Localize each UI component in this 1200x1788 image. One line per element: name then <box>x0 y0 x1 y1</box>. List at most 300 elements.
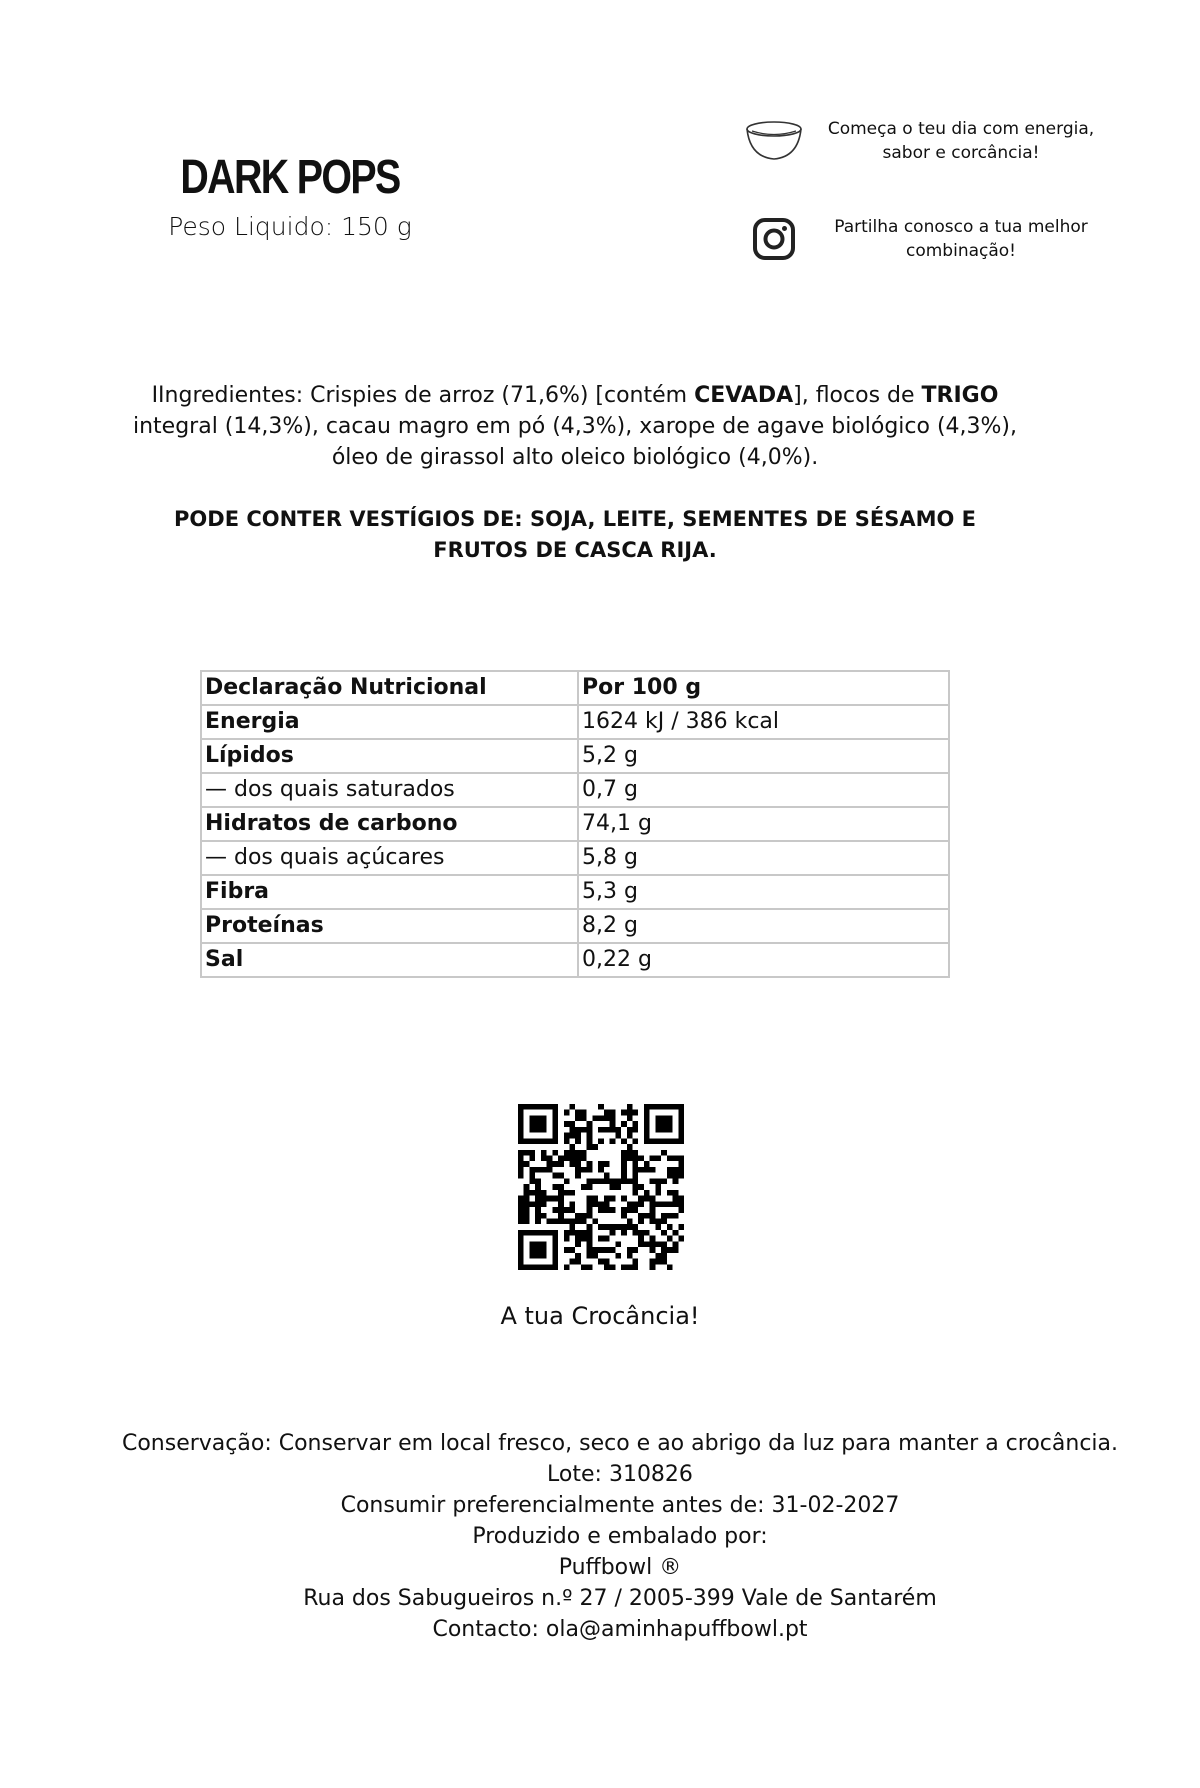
qr-module <box>604 1115 610 1121</box>
qr-module <box>678 1110 684 1116</box>
qr-module <box>529 1201 535 1207</box>
qr-module <box>650 1178 656 1184</box>
qr-module <box>604 1207 610 1213</box>
qr-module <box>564 1218 570 1224</box>
qr-module <box>661 1115 667 1121</box>
qr-module <box>592 1253 598 1259</box>
qr-module <box>518 1241 524 1247</box>
ingredients-text: IIngredientes: Crispies de arroz (71,6%) [contém CEVADA], flocos de TRIGO integral (14,3%), cacau magro em pó (4,3%), xarope de agave biológico (4,3%), óleo de girassol alto oleico biológico (4,0%). <box>132 383 1018 470</box>
qr-module <box>529 1127 535 1133</box>
lot-number: Lote: 310826 <box>547 1462 693 1487</box>
qr-module <box>604 1264 610 1270</box>
qr-module <box>667 1264 673 1270</box>
qr-module <box>610 1196 616 1202</box>
qr-module <box>673 1167 679 1173</box>
qr-module <box>529 1115 535 1121</box>
qr-module <box>535 1167 541 1173</box>
qr-module <box>535 1196 541 1202</box>
qr-module <box>598 1259 604 1265</box>
qr-module <box>524 1138 530 1144</box>
qr-module <box>587 1167 593 1173</box>
qr-module <box>621 1138 627 1144</box>
qr-module <box>598 1236 604 1242</box>
nutrient-label: — dos quais saturados <box>201 773 578 807</box>
qr-module <box>547 1218 553 1224</box>
qr-module <box>552 1196 558 1202</box>
qr-module <box>627 1127 633 1133</box>
qr-module <box>650 1259 656 1265</box>
qr-module <box>575 1150 581 1156</box>
qr-module <box>627 1253 633 1259</box>
qr-module <box>667 1138 673 1144</box>
qr-module <box>535 1213 541 1219</box>
qr-module <box>610 1138 616 1144</box>
qr-module <box>627 1133 633 1139</box>
qr-module <box>638 1218 644 1224</box>
qr-module <box>644 1196 650 1202</box>
qr-module <box>535 1121 541 1127</box>
qr-module <box>518 1201 524 1207</box>
qr-module <box>598 1207 604 1213</box>
best-before-date: Consumir preferencialmente antes de: 31-02-2027 <box>340 1493 900 1518</box>
qr-module <box>575 1156 581 1162</box>
qr-module <box>564 1178 570 1184</box>
qr-module <box>535 1115 541 1121</box>
qr-module <box>570 1156 576 1162</box>
qr-module <box>673 1247 679 1253</box>
qr-module <box>621 1213 627 1219</box>
qr-module <box>558 1173 564 1179</box>
qr-module <box>529 1190 535 1196</box>
qr-module <box>627 1150 633 1156</box>
qr-module <box>621 1156 627 1162</box>
qr-module <box>632 1247 638 1253</box>
qr-module <box>541 1196 547 1202</box>
qr-module <box>587 1213 593 1219</box>
qr-module <box>610 1230 616 1236</box>
qr-module <box>610 1247 616 1253</box>
qr-module <box>529 1253 535 1259</box>
qr-module <box>581 1213 587 1219</box>
qr-module <box>529 1167 535 1173</box>
qr-module <box>627 1264 633 1270</box>
qr-module <box>587 1247 593 1253</box>
qr-module <box>632 1110 638 1116</box>
qr-module <box>547 1161 553 1167</box>
qr-module <box>575 1138 581 1144</box>
qr-module <box>667 1224 673 1230</box>
qr-module <box>650 1156 656 1162</box>
qr-module <box>581 1236 587 1242</box>
qr-module <box>673 1178 679 1184</box>
nutrient-value: 5,8 g <box>578 841 949 875</box>
qr-module <box>638 1213 644 1219</box>
qr-module <box>535 1138 541 1144</box>
qr-module <box>644 1115 650 1121</box>
qr-module <box>518 1207 524 1213</box>
qr-module <box>581 1115 587 1121</box>
qr-module <box>541 1167 547 1173</box>
qr-module <box>644 1241 650 1247</box>
qr-module <box>552 1247 558 1253</box>
qr-module <box>535 1247 541 1253</box>
qr-module <box>570 1150 576 1156</box>
qr-module <box>587 1264 593 1270</box>
nutrient-value: 1624 kJ / 386 kcal <box>578 705 949 739</box>
qr-module <box>650 1207 656 1213</box>
qr-module <box>650 1236 656 1242</box>
table-row <box>201 739 949 773</box>
nutrient-label: Proteínas <box>201 909 578 943</box>
qr-module <box>558 1190 564 1196</box>
qr-module <box>632 1230 638 1236</box>
qr-module <box>587 1127 593 1133</box>
qr-module <box>655 1241 661 1247</box>
energy-tagline-text: Começa o teu dia com energia, sabor e corcância! <box>827 119 1095 163</box>
qr-module <box>552 1207 558 1213</box>
qr-module <box>621 1110 627 1116</box>
nutrient-label: Sal <box>201 943 578 977</box>
qr-module <box>632 1259 638 1265</box>
qr-module <box>598 1224 604 1230</box>
producer-label: Produzido e embalado por: <box>472 1524 768 1549</box>
qr-module <box>541 1241 547 1247</box>
qr-module <box>598 1104 604 1110</box>
qr-module <box>524 1230 530 1236</box>
qr-module <box>524 1190 530 1196</box>
qr-module <box>655 1218 661 1224</box>
contact-email: Contacto: ola@aminhapuffbowl.pt <box>432 1617 808 1642</box>
qr-module <box>650 1241 656 1247</box>
qr-module <box>673 1173 679 1179</box>
qr-module <box>547 1104 553 1110</box>
qr-code[interactable] <box>518 1104 684 1270</box>
qr-module <box>678 1224 684 1230</box>
qr-module <box>638 1184 644 1190</box>
qr-module <box>587 1253 593 1259</box>
qr-module <box>524 1196 530 1202</box>
qr-module <box>575 1213 581 1219</box>
qr-module <box>632 1184 638 1190</box>
qr-module <box>661 1121 667 1127</box>
qr-module <box>644 1104 650 1110</box>
qr-module <box>638 1196 644 1202</box>
qr-module <box>627 1110 633 1116</box>
qr-module <box>610 1110 616 1116</box>
qr-module <box>610 1184 616 1190</box>
qr-module <box>535 1178 541 1184</box>
qr-module <box>558 1161 564 1167</box>
qr-module <box>564 1247 570 1253</box>
qr-module <box>644 1133 650 1139</box>
qr-module <box>570 1161 576 1167</box>
qr-module <box>644 1110 650 1116</box>
qr-module <box>529 1178 535 1184</box>
qr-module <box>598 1127 604 1133</box>
qr-module <box>518 1127 524 1133</box>
qr-module <box>592 1144 598 1150</box>
qr-module <box>667 1173 673 1179</box>
qr-module <box>650 1213 656 1219</box>
qr-module <box>535 1207 541 1213</box>
qr-module <box>564 1236 570 1242</box>
qr-module <box>535 1264 541 1270</box>
qr-module <box>610 1178 616 1184</box>
qr-module <box>673 1196 679 1202</box>
qr-module <box>570 1207 576 1213</box>
qr-module <box>592 1196 598 1202</box>
qr-module <box>535 1230 541 1236</box>
qr-module <box>615 1178 621 1184</box>
qr-module <box>621 1173 627 1179</box>
qr-module <box>535 1218 541 1224</box>
qr-module <box>564 1133 570 1139</box>
qr-module <box>552 1138 558 1144</box>
qr-module <box>678 1115 684 1121</box>
qr-module <box>678 1236 684 1242</box>
qr-module <box>632 1150 638 1156</box>
qr-module <box>564 1230 570 1236</box>
qr-module <box>518 1104 524 1110</box>
qr-module <box>529 1264 535 1270</box>
qr-module <box>678 1127 684 1133</box>
allergen-warning: PODE CONTER VESTÍGIOS DE: SOJA, LEITE, SEMENTES DE SÉSAMO E FRUTOS DE CASCA RIJA. <box>174 507 976 562</box>
qr-module <box>632 1207 638 1213</box>
qr-module <box>644 1190 650 1196</box>
qr-module <box>638 1230 644 1236</box>
qr-module <box>655 1104 661 1110</box>
qr-module <box>535 1201 541 1207</box>
qr-module <box>552 1121 558 1127</box>
qr-module <box>518 1133 524 1139</box>
qr-module <box>673 1230 679 1236</box>
qr-module <box>552 1104 558 1110</box>
qr-module <box>552 1236 558 1242</box>
nutrition-header-value: Por 100 g <box>578 671 949 705</box>
qr-module <box>529 1150 535 1156</box>
qr-module <box>581 1184 587 1190</box>
qr-module <box>632 1121 638 1127</box>
qr-module <box>587 1161 593 1167</box>
qr-module <box>661 1247 667 1253</box>
qr-module <box>678 1161 684 1167</box>
allergen-trigo: TRIGO <box>921 383 999 408</box>
table-row <box>201 773 949 807</box>
qr-module <box>541 1121 547 1127</box>
qr-module <box>552 1150 558 1156</box>
qr-module <box>518 1259 524 1265</box>
qr-module <box>575 1110 581 1116</box>
qr-module <box>610 1127 616 1133</box>
qr-module <box>564 1110 570 1116</box>
qr-module <box>518 1236 524 1242</box>
qr-module <box>667 1115 673 1121</box>
qr-module <box>541 1213 547 1219</box>
qr-module <box>655 1156 661 1162</box>
qr-module <box>661 1218 667 1224</box>
qr-module <box>529 1138 535 1144</box>
qr-module <box>610 1224 616 1230</box>
qr-module <box>598 1167 604 1173</box>
qr-module <box>661 1104 667 1110</box>
qr-module <box>678 1133 684 1139</box>
qr-module <box>524 1218 530 1224</box>
qr-module <box>535 1253 541 1259</box>
instagram-icon <box>742 214 806 264</box>
qr-module <box>564 1190 570 1196</box>
qr-module <box>587 1144 593 1150</box>
qr-module <box>570 1259 576 1265</box>
qr-module <box>632 1224 638 1230</box>
qr-module <box>667 1104 673 1110</box>
qr-module <box>650 1196 656 1202</box>
qr-module <box>541 1115 547 1121</box>
qr-module <box>598 1247 604 1253</box>
qr-module <box>661 1150 667 1156</box>
qr-module <box>638 1236 644 1242</box>
qr-module <box>552 1173 558 1179</box>
qr-module <box>667 1127 673 1133</box>
qr-module <box>655 1190 661 1196</box>
qr-module <box>552 1259 558 1265</box>
qr-module <box>535 1184 541 1190</box>
qr-module <box>592 1178 598 1184</box>
qr-module <box>535 1241 541 1247</box>
qr-module <box>552 1218 558 1224</box>
qr-module <box>524 1201 530 1207</box>
qr-module <box>524 1104 530 1110</box>
qr-module <box>655 1184 661 1190</box>
nutrient-label: Fibra <box>201 875 578 909</box>
qr-module <box>655 1201 661 1207</box>
qr-module <box>667 1190 673 1196</box>
qr-module <box>598 1161 604 1167</box>
qr-module <box>518 1230 524 1236</box>
qr-module <box>627 1224 633 1230</box>
qr-module <box>604 1196 610 1202</box>
qr-module <box>673 1156 679 1162</box>
qr-module <box>627 1104 633 1110</box>
qr-module <box>604 1110 610 1116</box>
qr-module <box>632 1167 638 1173</box>
qr-module <box>575 1253 581 1259</box>
qr-module <box>632 1127 638 1133</box>
nutrient-label: Energia <box>201 705 578 739</box>
qr-module <box>535 1127 541 1133</box>
qr-module <box>621 1121 627 1127</box>
qr-module <box>678 1104 684 1110</box>
qr-module <box>581 1218 587 1224</box>
qr-module <box>587 1241 593 1247</box>
qr-module <box>655 1253 661 1259</box>
qr-module <box>621 1178 627 1184</box>
qr-module <box>621 1230 627 1236</box>
qr-module <box>661 1253 667 1259</box>
share-tagline-text: Partilha conosco a tua melhor combinação! <box>834 217 1088 261</box>
nutrition-header-label: Declaração Nutricional <box>201 671 578 705</box>
qr-module <box>541 1247 547 1253</box>
qr-module <box>667 1213 673 1219</box>
producer-address: Rua dos Sabugueiros n.º 27 / 2005-399 Vale de Santarém <box>303 1586 937 1611</box>
qr-module <box>673 1138 679 1144</box>
qr-module <box>621 1150 627 1156</box>
qr-module <box>661 1178 667 1184</box>
qr-module <box>627 1247 633 1253</box>
qr-module <box>570 1121 576 1127</box>
qr-module <box>650 1264 656 1270</box>
qr-module <box>610 1115 616 1121</box>
qr-module <box>587 1121 593 1127</box>
qr-module <box>529 1173 535 1179</box>
qr-module <box>598 1115 604 1121</box>
energy-tagline <box>742 116 1116 166</box>
nutrient-value: 5,2 g <box>578 739 949 773</box>
qr-module <box>638 1156 644 1162</box>
qr-module <box>524 1213 530 1219</box>
qr-module <box>524 1207 530 1213</box>
qr-module <box>547 1167 553 1173</box>
qr-module <box>547 1264 553 1270</box>
qr-module <box>592 1218 598 1224</box>
qr-module <box>678 1196 684 1202</box>
footer-info <box>60 1428 1180 1645</box>
qr-module <box>541 1156 547 1162</box>
qr-module <box>610 1207 616 1213</box>
qr-module <box>529 1156 535 1162</box>
qr-module <box>650 1104 656 1110</box>
qr-module <box>621 1224 627 1230</box>
qr-module <box>552 1230 558 1236</box>
qr-module <box>541 1127 547 1133</box>
qr-module <box>570 1190 576 1196</box>
table-row <box>201 909 949 943</box>
qr-module <box>644 1138 650 1144</box>
qr-module <box>518 1156 524 1162</box>
qr-module <box>575 1236 581 1242</box>
qr-module <box>558 1196 564 1202</box>
qr-module <box>570 1230 576 1236</box>
qr-module <box>541 1253 547 1259</box>
table-row <box>201 943 949 977</box>
qr-module <box>547 1156 553 1162</box>
qr-module <box>673 1213 679 1219</box>
qr-module <box>575 1127 581 1133</box>
qr-module <box>518 1247 524 1253</box>
qr-module <box>575 1115 581 1121</box>
qr-module <box>627 1178 633 1184</box>
qr-module <box>650 1138 656 1144</box>
qr-module <box>541 1104 547 1110</box>
qr-module <box>632 1138 638 1144</box>
nutrient-value: 8,2 g <box>578 909 949 943</box>
qr-module <box>610 1264 616 1270</box>
qr-module <box>678 1173 684 1179</box>
qr-module <box>552 1115 558 1121</box>
qr-caption: A tua Crocância! <box>500 1302 700 1330</box>
table-row <box>201 705 949 739</box>
qr-module <box>621 1264 627 1270</box>
qr-module <box>541 1201 547 1207</box>
qr-module <box>632 1156 638 1162</box>
qr-module <box>558 1184 564 1190</box>
qr-module <box>581 1110 587 1116</box>
bowl-icon <box>742 116 806 166</box>
qr-module <box>627 1201 633 1207</box>
qr-module <box>541 1230 547 1236</box>
qr-module <box>570 1247 576 1253</box>
qr-module <box>518 1173 524 1179</box>
nutrition-table <box>200 670 950 978</box>
